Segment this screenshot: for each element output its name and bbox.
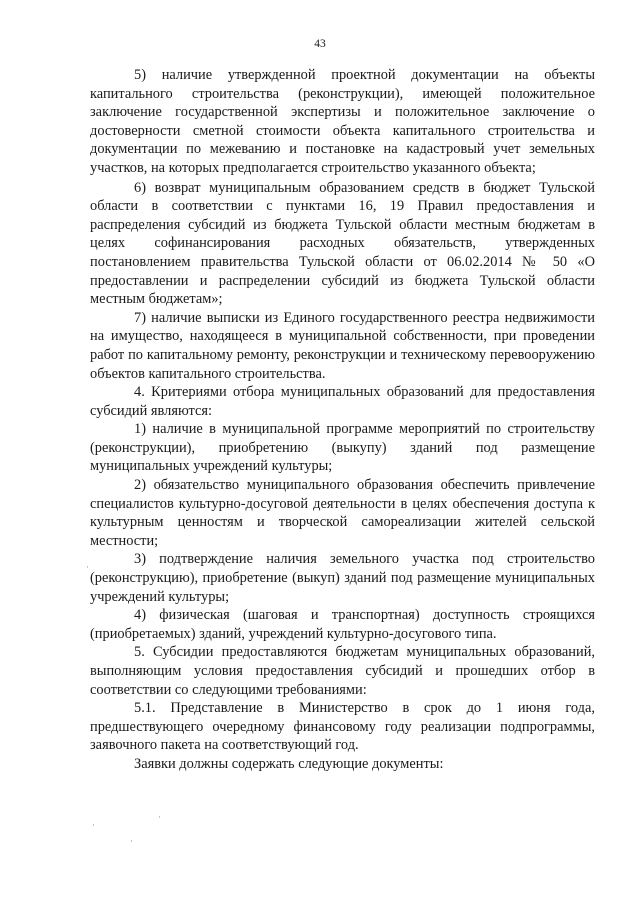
scan-speck: ·: [158, 812, 161, 822]
paragraph-criterion-4: 4) физическая (шаговая и транспортная) доступность строящихся (приобретаемых) зданий, учреждений культурно-досугового типа.: [90, 607, 595, 642]
paragraph-criteria-4: 4. Критериями отбора муниципальных образований для предоставления субсидий являются:: [90, 384, 595, 419]
paragraph-criterion-1: 1) наличие в муниципальной программе мероприятий по строительству (реконструкции), приобретению (выкупу) зданий под размещение муниципальных учреждений культуры;: [90, 421, 595, 475]
paragraph-item-6: 6) возврат муниципальным образованием средств в бюджет Тульской области в соответствии с пунктами 16, 19 Правил предоставления и распределения субсидий из бюджета Тульской области местным бюджетам в целях софинансирования расходных обязательств, утвержденных постановлением правительства Тульской области от 06.02.2014 № 50 «О предоставлении и распределении субсидий из бюджета Тульской области местным бюджетам»;: [90, 179, 595, 308]
paragraph-item-7: 7) наличие выписки из Единого государственного реестра недвижимости на имущество, находящееся в муниципальной собственности, при проведении работ по капитальному ремонту, реконструкции и техническому перевооружению объектов капитального строительства.: [90, 309, 595, 382]
scan-speck: ·: [130, 836, 133, 846]
scan-speck: ·: [92, 820, 95, 830]
scan-speck: ·: [86, 562, 89, 572]
document-body: [90, 66, 595, 774]
page-number: 43: [314, 38, 326, 50]
paragraph-item-5: 5) наличие утвержденной проектной документации на объекты капитального строительства (реконструкции), имеющей положительное заключение государственной экспертизы и положительное заключение о достоверности сметной стоимости объекта капитального строительства и документации по межеванию и постановке на кадастровый учет земельных участков, на которых предполагается строительство указанного объекта;: [90, 67, 595, 176]
paragraph-section-5-1: 5.1. Представление в Министерство в срок до 1 июня года, предшествующего очередному финансовому году реализации подпрограммы, заявочного пакета на соответствующий год.: [90, 700, 595, 754]
paragraph-section-5: 5. Субсидии предоставляются бюджетам муниципальных образований, выполняющим условия предоставления субсидий и прошедших отбор в соответствии со следующими требованиями:: [90, 644, 595, 698]
paragraph-criterion-2: 2) обязательство муниципального образования обеспечить привлечение специалистов культурно-досуговой деятельности в целях обеспечения доступа к культурным ценностям и творческой самореализации жителей сельской местности;: [90, 477, 595, 549]
paragraph-criterion-3: 3) подтверждение наличия земельного участка под строительство (реконструкцию), приобретение (выкуп) зданий под размещение муниципальных учреждений культуры;: [90, 551, 595, 605]
paragraph-applications: Заявки должны содержать следующие документы:: [134, 755, 444, 772]
